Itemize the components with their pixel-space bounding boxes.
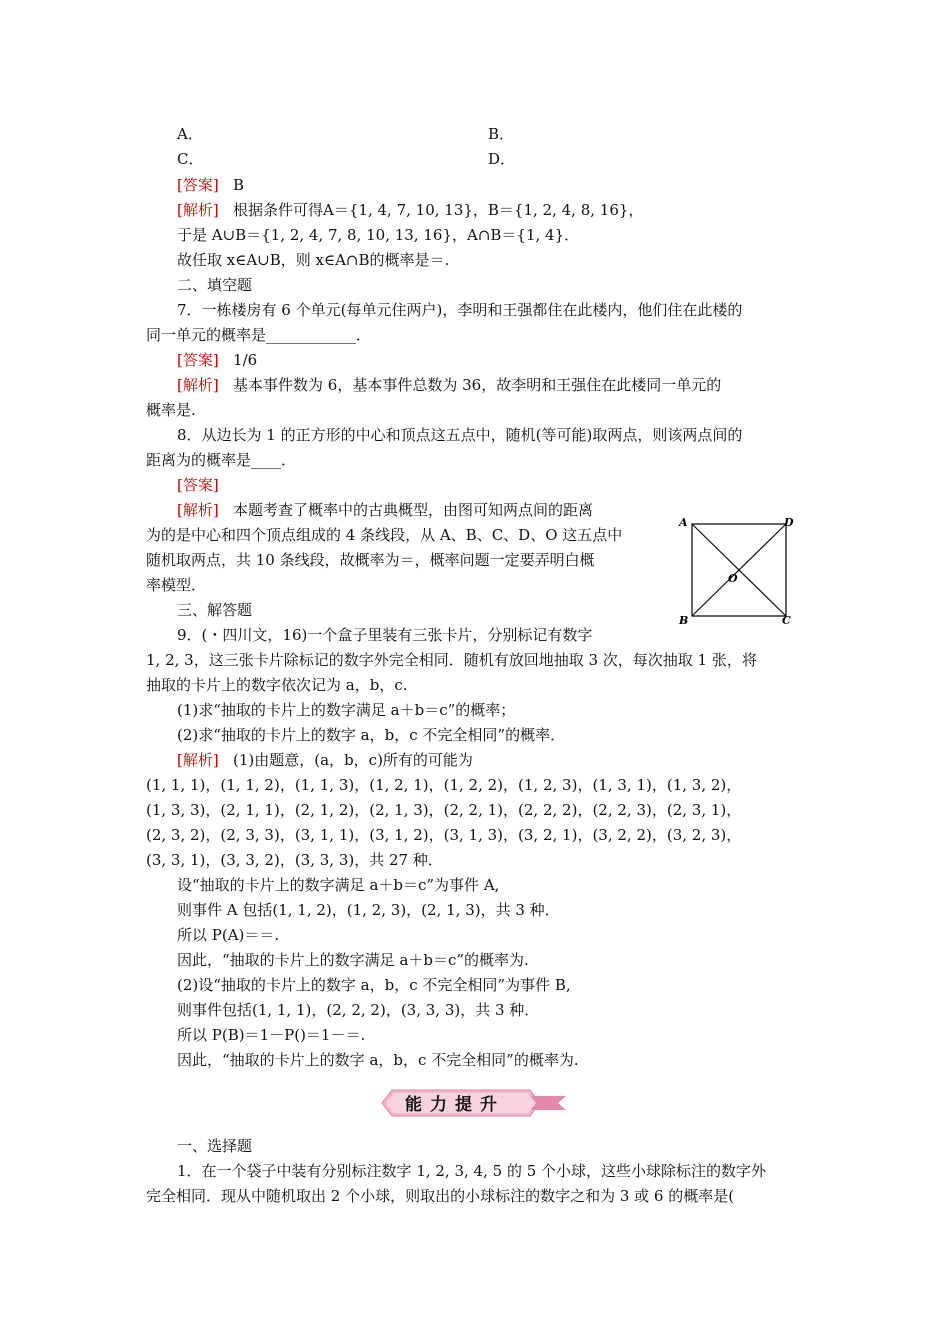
vertex-label-b: B <box>679 614 689 627</box>
analysis-tag: [解析] <box>177 751 219 769</box>
q6-analysis-line1 <box>177 200 643 220</box>
q9-analysis-line11: 则事件包括(1, 1, 1)，(2, 2, 2)，(3, 3, 3)，共 3 种． <box>177 1001 540 1019</box>
q9-line1: 9．(・四川文，16)一个盒子里装有三张卡片，分别标记有数字 <box>177 626 593 644</box>
q9-line3: 抽取的卡片上的数字依次记为 a，b，c. <box>146 676 408 694</box>
q8-analysis-line2: 为的是中心和四个顶点组成的 4 条线段，从 A、B、C、D、O 这五点中 <box>146 526 623 544</box>
q8-answer-line <box>177 475 219 495</box>
answer-value: B <box>233 176 245 194</box>
q6-analysis-line3: 故任取 x∈A∪B，则 x∈A∩B的概率是＝. <box>177 251 450 269</box>
answer-tag: [答案] <box>177 476 219 494</box>
banner-title: 能力提升 <box>405 1095 505 1115</box>
q9-analysis-line13: 因此，“抽取的卡片上的数字 a，b，c 不完全相同”的概率为. <box>177 1051 579 1069</box>
q7-answer-line <box>177 350 257 370</box>
q9-line2: 1, 2, 3，这三张卡片除标记的数字外完全相同．随机有放回地抽取 3 次，每次抽取 1 张，将 <box>146 651 757 669</box>
q9-analysis-line6: 设“抽取的卡片上的数字满足 a＋b＝c”为事件 A, <box>177 876 500 894</box>
analysis-text: 基本事件数为 6，基本事件总数为 36，故李明和王强住在此楼同一单元的 <box>233 376 722 394</box>
q7-analysis-line1 <box>177 375 721 395</box>
q9-analysis-line10: (2)设“抽取的卡片上的数字 a，b，c 不完全相同”为事件 B, <box>177 976 571 994</box>
q9-analysis-line3: (1, 3, 3)，(2, 1, 1)，(2, 1, 2)，(2, 1, 3)，(2, 2, 1)，(2, 2, 2)，(2, 2, 3)，(2, 3, 1)， <box>146 801 742 819</box>
q9-analysis-line5: (3, 3, 1)，(3, 3, 2)，(3, 3, 3)，共 27 种． <box>146 851 443 869</box>
qb1-line2: 完全相同．现从中随机取出 2 个小球，则取出的小球标注的数字之和为 3 或 6 的概率是( <box>146 1187 735 1205</box>
q8-analysis-line4: 率模型． <box>146 576 207 594</box>
q9-analysis-line2: (1, 1, 1)，(1, 1, 2)，(1, 1, 3)，(1, 2, 1)，(1, 2, 2)，(1, 2, 3)，(1, 3, 1)，(1, 3, 2)， <box>146 776 742 794</box>
q8-line2: 距离为的概率是____． <box>146 451 297 469</box>
option-b: B． <box>488 125 515 143</box>
analysis-text: 本题考查了概率中的古典概型，由图可知两点间的距离 <box>233 501 594 519</box>
q9-analysis-line4: (2, 3, 2)，(2, 3, 3)，(3, 1, 1)，(3, 1, 2)，(3, 1, 3)，(3, 2, 1)，(3, 2, 2)，(3, 2, 3)， <box>146 826 742 844</box>
q8-analysis-line3: 随机取两点，共 10 条线段，故概率为＝，概率问题一定要弄明白概 <box>146 551 595 569</box>
q7-analysis-line2: 概率是. <box>146 401 196 419</box>
ability-banner <box>380 1088 570 1118</box>
q9-part1: (1)求“抽取的卡片上的数字满足 a＋b＝c”的概率； <box>177 701 516 719</box>
q9-part2: (2)求“抽取的卡片上的数字 a，b，c 不完全相同”的概率． <box>177 726 566 744</box>
center-label-o: O <box>728 572 738 585</box>
vertex-label-c: C <box>782 614 791 627</box>
q9-analysis-line8: 所以 P(A)＝＝. <box>177 926 280 944</box>
q9-analysis-line7: 则事件 A 包括(1, 1, 2)，(1, 2, 3)，(2, 1, 3)，共 3 种． <box>177 901 560 919</box>
answer-value: 1/6 <box>233 351 258 369</box>
section-fill-blank-title: 二、填空题 <box>177 276 253 294</box>
section-choice-title: 一、选择题 <box>177 1137 253 1155</box>
section-solve-title: 三、解答题 <box>177 601 253 619</box>
q6-answer-line <box>177 175 244 195</box>
answer-tag: [答案] <box>177 351 219 369</box>
square-diagram <box>676 512 798 628</box>
analysis-text: 根据条件可得A＝{1, 4, 7, 10, 13}，B＝{1, 2, 4, 8, 16}， <box>233 201 644 219</box>
q9-analysis-line12: 所以 P(B)＝1－P()＝1－＝. <box>177 1026 366 1044</box>
option-a: A． <box>177 125 203 143</box>
q7-line1: 7．一栋楼房有 6 个单元(每单元住两户)，李明和王强都住在此楼内，他们住在此楼的 <box>177 301 743 319</box>
q7-line2: 同一单元的概率是____________． <box>146 326 372 344</box>
q9-analysis-line9: 因此，“抽取的卡片上的数字满足 a＋b＝c”的概率为. <box>177 951 529 969</box>
option-d: D． <box>488 150 516 168</box>
analysis-tag: [解析] <box>177 501 219 519</box>
vertex-label-a: A <box>679 516 688 529</box>
q8-line1: 8．从边长为 1 的正方形的中心和顶点这五点中，随机(等可能)取两点，则该两点间的 <box>177 426 743 444</box>
q8-analysis-line1 <box>177 500 593 520</box>
qb1-line1: 1．在一个袋子中装有分别标注数字 1, 2, 3, 4, 5 的 5 个小球，这些小球除标注的数字外 <box>177 1162 767 1180</box>
q6-analysis-line2: 于是 A∪B＝{1, 2, 4, 7, 8, 10, 13, 16}，A∩B＝{1, 4}． <box>177 226 580 244</box>
analysis-tag: [解析] <box>177 201 219 219</box>
analysis-text: (1)由题意，(a，b，c)所有的可能为 <box>233 751 473 769</box>
option-c: C． <box>177 150 204 168</box>
answer-tag: [答案] <box>177 176 219 194</box>
vertex-label-d: D <box>784 516 794 529</box>
q9-analysis-line1 <box>177 750 473 770</box>
analysis-tag: [解析] <box>177 376 219 394</box>
